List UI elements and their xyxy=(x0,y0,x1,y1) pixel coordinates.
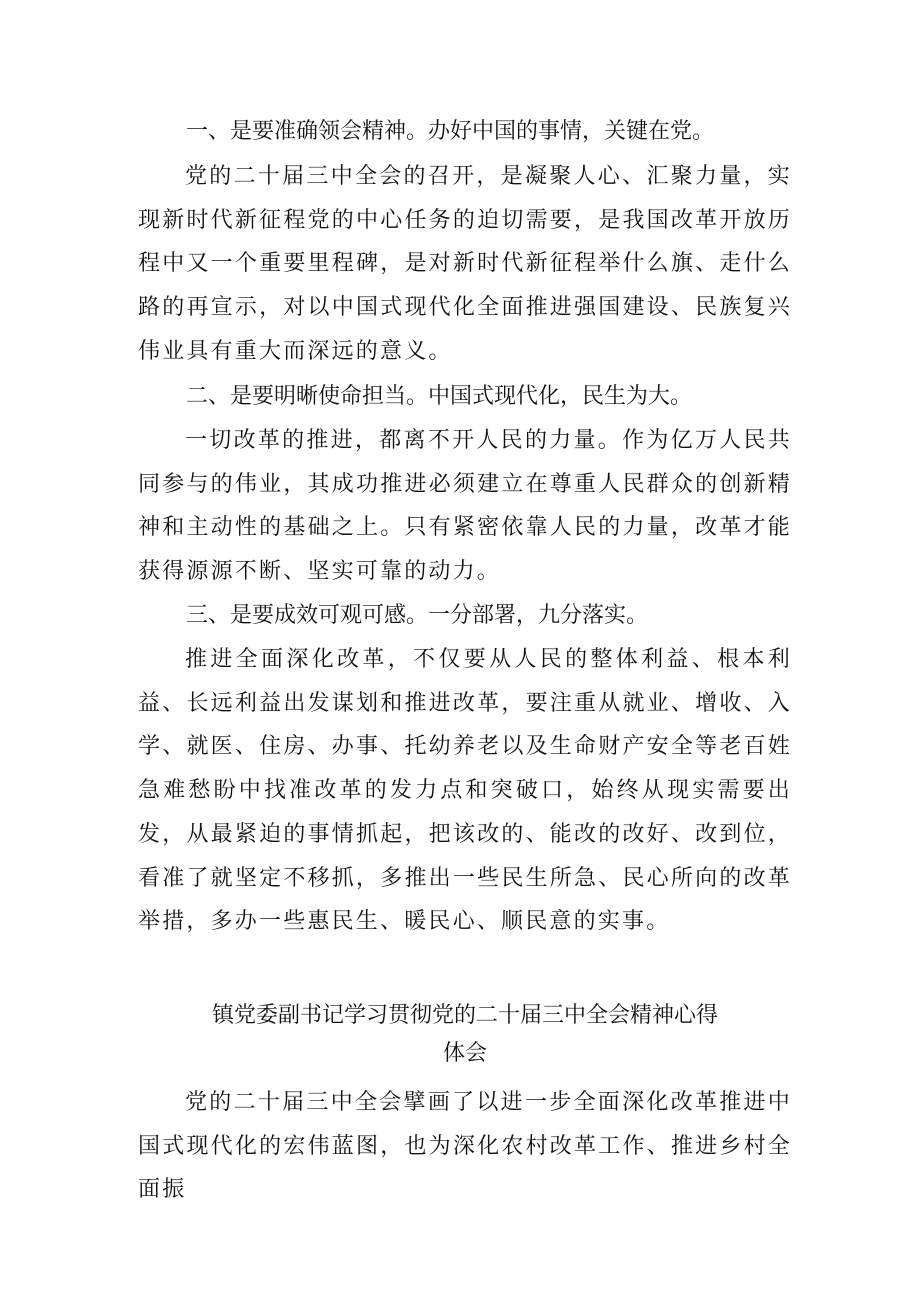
section-body-2: 一切改革的推进，都离不开人民的力量。作为亿万人民共同参与的伟业，其成功推进必须建立在尊重人民群众的创新精神和主动性的基础之上。只有紧密依靠人民的力量，改革才能获得源源不断、坚实可靠的动力。 xyxy=(138,428,792,585)
section-body-1: 党的二十届三中全会的召开，是凝聚人心、汇聚力量，实现新时代新征程党的中心任务的迫切需要，是我国改革开放历程中又一个重要里程碑，是对新时代新征程举什么旗、走什么路的再宣示，对以中国式现代化全面推进强国建设、民族复兴伟业具有重大而深远的意义。 xyxy=(138,164,792,364)
section-body-3: 推进全面深化改革，不仅要从人民的整体利益、根本利益、长远利益出发谋划和推进改革，要注重从就业、增收、入学、就医、住房、办事、托幼养老以及生命财产安全等老百姓急难愁盼中找准改革的发力点和突破口，始终从现实需要出发，从最紧迫的事情抓起，把该改的、能改的改好、改到位，看准了就坚定不移抓，多推出一些民生所急、民心所向的改革举措，多办一些惠民生、暖民心、顺民意的实事。 xyxy=(138,647,792,935)
article-title-line-2: 体会 xyxy=(442,1041,487,1066)
article-intro-paragraph: 党的二十届三中全会擘画了以进一步全面深化改革推进中国式现代化的宏伟蓝图，也为深化农村改革工作、推进乡村全面振 xyxy=(138,1090,792,1203)
article-title-line-1: 镇党委副书记学习贯彻党的二十届三中全会精神心得 xyxy=(211,1003,718,1028)
section-heading-1: 一、是要准确领会精神。办好中国的事情，关键在党。 xyxy=(186,119,715,144)
section-heading-3: 三、是要成效可观可感。一分部署，九分落实。 xyxy=(186,603,649,628)
section-heading-2: 二、是要明晰使命担当。中国式现代化，民生为大。 xyxy=(186,384,693,409)
